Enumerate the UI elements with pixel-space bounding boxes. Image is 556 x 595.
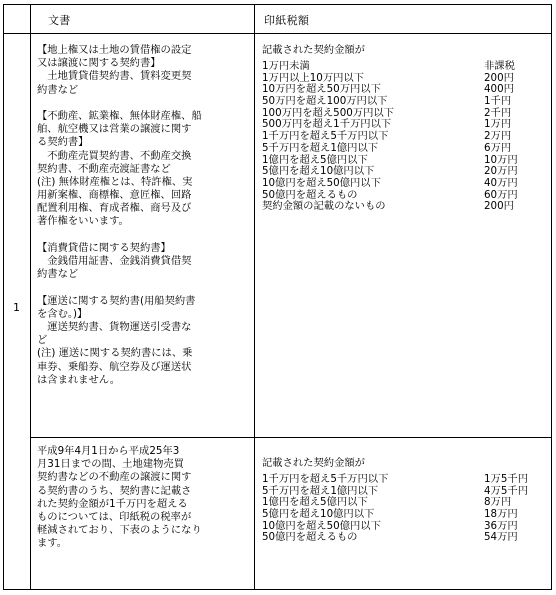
tax-row: [262, 61, 544, 73]
contract-amount: 5億円を超え10億円以下: [262, 508, 375, 521]
document-text-line: 軽減されており、下表のようになり: [37, 524, 202, 537]
document-text-line: 著作権をいいます。: [37, 215, 129, 228]
tax-amount: 2千円: [484, 106, 512, 119]
document-text-line: 契約書、不動産売渡証書など: [37, 162, 171, 175]
document-text-line: (注) 運送に関する契約書には、乗: [37, 347, 193, 360]
document-text-line: 舶、航空機又は営業の譲渡に関す: [37, 123, 192, 136]
document-text-line: 金銭借用証書、金銭消費貸借契: [37, 255, 192, 267]
contract-amount: 契約金額の記載のないもの: [262, 200, 386, 213]
tax-row: [262, 201, 544, 213]
contract-amount: 1億円を超え5億円以下: [262, 496, 368, 509]
contract-amount: 1千万円を超え5千万円以下: [262, 473, 389, 485]
document-text-line: ものについては、印紙税の税率が: [37, 510, 192, 523]
document-text-line: を含む。)】: [37, 307, 88, 320]
document-text-line: 約書など: [37, 83, 79, 96]
tax-amount: 200円: [484, 71, 514, 84]
document-text-line: 土地賃貸借契約書、賃料変更契: [37, 70, 192, 83]
header-document: 文書: [48, 14, 71, 27]
row-divider: [30, 437, 552, 438]
contract-amount: 10億円を超え50億円以下: [262, 519, 381, 532]
document-text-line: る契約書のうち、契約書に記載さ: [37, 484, 192, 497]
document-text-line: 又は譲渡に関する契約書】: [37, 57, 161, 70]
contract-amount: 1千万円を超え5千万円以下: [262, 130, 389, 143]
document-text-line: れた契約金額が1千万円を超える: [37, 497, 188, 510]
document-text-line: [37, 97, 253, 110]
document-text-line: ど: [37, 334, 48, 347]
tax-amount: 6万円: [484, 141, 512, 154]
document-text-line: 不動産売買契約書、不動産交換: [37, 149, 192, 162]
contract-amount: 500万円を超え1千万円以下: [262, 118, 392, 131]
contract-amount: 1万円以上10万円以下: [262, 71, 365, 84]
document-text-line: ます。: [37, 537, 68, 550]
tax-amount: 20万円: [484, 165, 518, 178]
tax-amount: 10万円: [484, 153, 518, 166]
tax-amount: 2万円: [484, 130, 512, 143]
tax-amount: 1万円: [484, 118, 512, 131]
document-text-line: る契約書】: [37, 136, 89, 149]
tax-amount: 54万円: [484, 531, 518, 544]
tax-caption: 記載された契約金額が: [262, 457, 365, 469]
contract-amount: 100万円を超え500万円以下: [262, 106, 394, 119]
contract-amount: 10万円を超え50万円以下: [262, 83, 381, 96]
header-divider: [3, 33, 552, 34]
contract-amount: 5千万円を超え1億円以下: [262, 141, 379, 154]
contract-amount: 5億円を超え10億円以下: [262, 165, 375, 178]
document-text-line: 平成9年4月1日から平成25年3: [37, 445, 180, 457]
document-text-line: 運送契約書、貨物運送引受書な: [37, 320, 192, 333]
section2-document-text: [37, 445, 253, 551]
document-text-line: 【消費貸借に関する契約書】: [37, 241, 171, 254]
tax-amount: 4万5千円: [484, 484, 528, 497]
contract-amount: 50億円を超えるもの: [262, 188, 358, 201]
row-number: 1: [13, 301, 20, 314]
document-text-line: [37, 281, 253, 294]
tax-row: [262, 178, 544, 190]
contract-amount: 1万円未満: [262, 60, 310, 72]
contract-amount: 10億円を超え50億円以下: [262, 176, 381, 189]
tax-amount: 18万円: [484, 508, 518, 521]
document-text-line: 契約書などの不動産の譲渡に関す: [37, 471, 192, 484]
tax-amount: 40万円: [484, 176, 518, 189]
document-text-line: 用新案権、商標権、意匠権、回路: [37, 189, 192, 202]
tax-caption: 記載された契約金額が: [262, 44, 365, 56]
tax-amount: 60万円: [484, 188, 518, 201]
document-text-line: 【地上権又は土地の賃借権の設定: [37, 44, 192, 56]
section1-tax-list: [262, 45, 544, 213]
tax-row: [262, 509, 544, 521]
section1-document-text: [37, 44, 253, 387]
contract-amount: 1億円を超え5億円以下: [262, 153, 368, 166]
tax-amount: 8万円: [484, 496, 512, 509]
header-stamp-tax: 印紙税額: [264, 14, 310, 27]
tax-row: [262, 143, 544, 155]
contract-amount: 50億円を超えるもの: [262, 531, 358, 544]
document-text-line: (注) 無体財産権とは、特許権、実: [37, 175, 193, 188]
document-text-line: は含まれません。: [37, 373, 120, 386]
document-text-line: 配置利用権、育成者権、商号及び: [37, 202, 192, 215]
document-text-line: 【運送に関する契約書(用船契約書: [37, 294, 196, 307]
tax-amount: 1万5千円: [484, 473, 528, 485]
document-text-line: 【不動産、鉱業権、無体財産権、船: [37, 109, 202, 122]
tax-amount: 1千円: [484, 95, 512, 108]
document-text-line: 約書など: [37, 268, 79, 281]
tax-row: [262, 96, 544, 108]
tax-amount: 36万円: [484, 519, 518, 532]
tax-amount: 非課税: [484, 60, 515, 72]
tax-amount: 200円: [484, 200, 514, 213]
column-divider-2: [254, 4, 255, 590]
contract-amount: 50万円を超え100万円以下: [262, 95, 388, 108]
section2-tax-list: [262, 458, 544, 544]
document-text-line: [37, 229, 253, 242]
column-divider-1: [30, 4, 31, 590]
tax-row: [262, 532, 544, 544]
tax-row: [262, 474, 544, 486]
document-text-line: 車券、乗船券、航空券及び運送状: [37, 360, 192, 373]
document-text-line: 月31日までの間、土地建物売買: [37, 458, 184, 471]
contract-amount: 5千万円を超え1億円以下: [262, 484, 379, 497]
tax-amount: 400円: [484, 83, 514, 96]
